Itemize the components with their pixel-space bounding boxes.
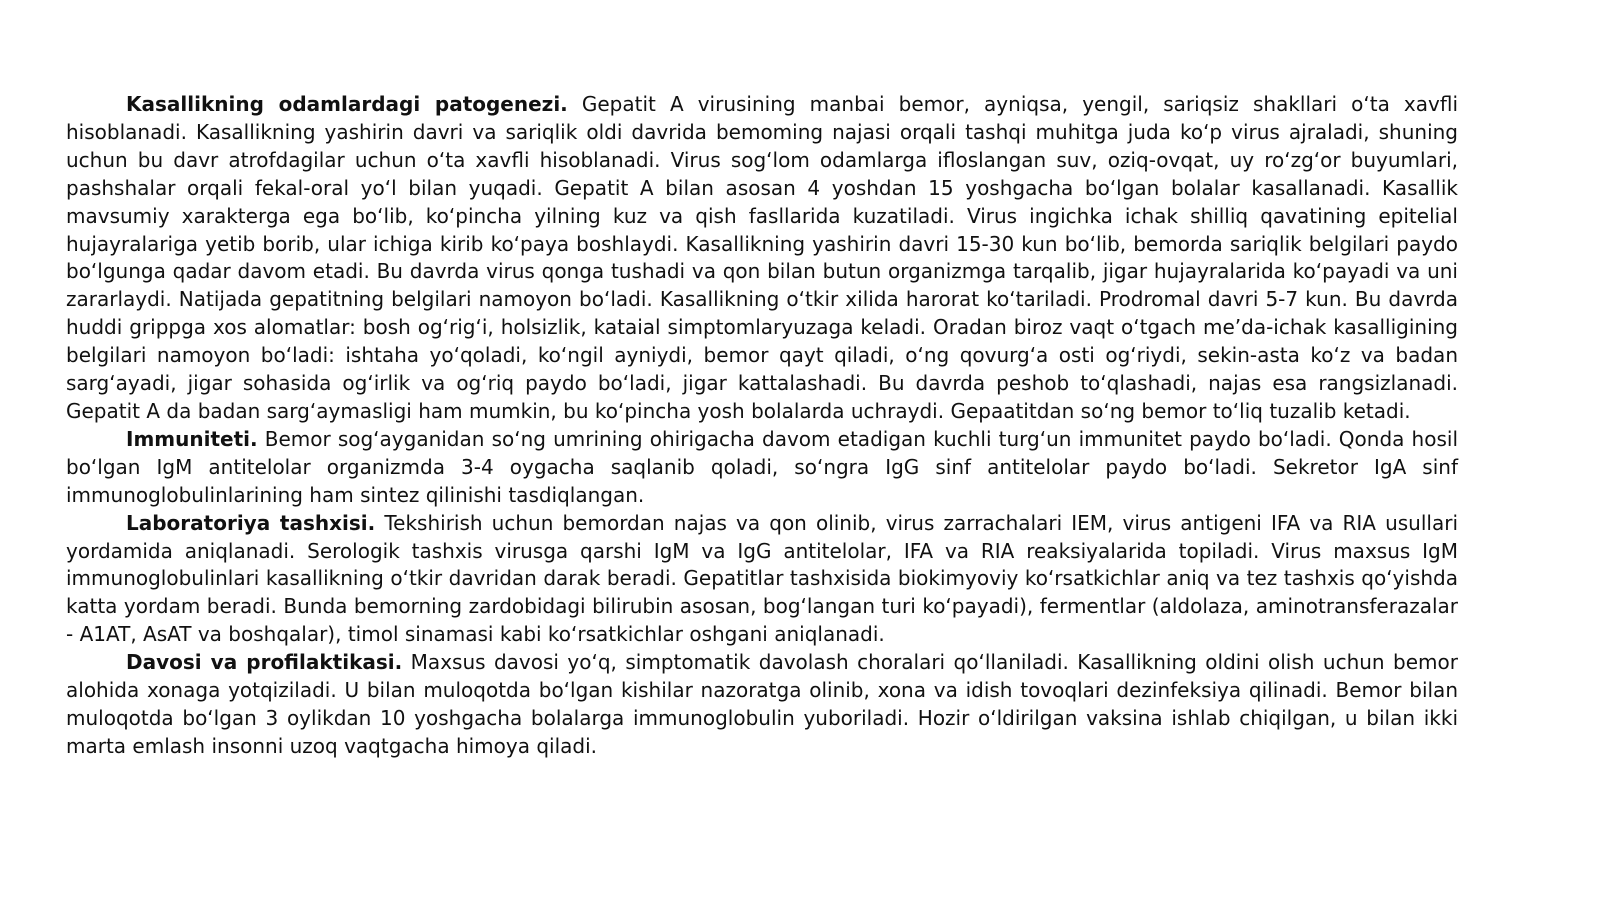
heading-treatment-prevention: Davosi va profilaktikasi.	[126, 650, 403, 675]
paragraph-treatment-prevention	[66, 649, 1458, 761]
paragraph-pathogenesis	[66, 91, 1458, 426]
body-lab-diagnosis: Tekshirish uchun bemordan najas va qon olinib, virus zarrachalari IEM, virus antigeni IFA va RIA usullari yordamida aniqlanadi. Serologik tashxis virusga qarshi IgM va IgG antitelolar, IFA va RIA reaksiyalarida topiladi. Virus maxsus IgM immunoglobulinlari kasallikning o‘tkir davridan darak beradi. Gepatitlar tashxisida biokimyoviy ko‘rsatkichlar aniq va tez tashxis qo‘yishda katta yordam beradi. Bunda bemorning zardobidagi bilirubin asosan, bog‘langan turi ko‘payadi), fermentlar (aldolaza, aminotransferazalar - A1AT, AsAT va boshqalar), timol sinamasi kabi ko‘rsatkichlar oshgani aniqlanadi.	[66, 510, 1459, 647]
heading-lab-diagnosis: Laboratoriya tashxisi.	[126, 510, 376, 535]
body-immunity: Bemor sog‘ayganidan so‘ng umrining ohirigacha davom etadigan kuchli turg‘un immunitet paydo bo‘ladi. Qonda hosil bo‘lgan IgM antitelolar organizmda 3-4 oygacha saqlanib qoladi, so‘ngra IgG sinf antitelolar paydo bo‘ladi. Sekretor IgA sinf immunoglobulinlarining ham sintez qilinishi tasdiqlangan.	[66, 426, 1458, 507]
body-pathogenesis: Gepatit A virusining manbai bemor, ayniqsa, yengil, sariqsiz shakllari o‘ta xavfli hisoblanadi. Kasallikning yashirin davri va sariqlik oldi davrida bemoming najasi orqali tashqi muhitga juda ko‘p virus ajraladi, shuning uchun bu davr atrofdagilar uchun o‘ta xavfli hisoblanadi. Virus sog‘lom odamlarga ifloslangan suv, oziq-ovqat, uy ro‘zg‘or buyumlari, pashshalar orqali fekal-oral yo‘l bilan yuqadi. Gepatit A bilan asosan 4 yoshdan 15 yoshgacha bo‘lgan bolalar kasallanadi. Kasallik mavsumiy xarakterga ega bo‘lib, ko‘pincha yilning kuz va qish fasllarida kuzatiladi. Virus ingichka ichak shilliq qavatining epitelial hujayralariga yetib borib, ular ichiga kirib ko‘paya boshlaydi. Kasallikning yashirin davri 15-30 kun bo‘lib, bemorda sariqlik belgilari paydo bo‘lgunga qadar davom etadi. Bu davrda virus qonga tushadi va qon bilan butun organizmga tarqalib, jigar hujayralarida ko‘payadi va uni zararlaydi. Natijada gepatitning belgilari namoyon bo‘ladi. Kasallikning o‘tkir xilida harorat ko‘tariladi. Prodromal davri 5-7 kun. Bu davrda huddi grippga xos alomatlar: bosh og‘rig‘i, holsizlik, kataial simptomlaryuzaga keladi. Oradan biroz vaqt o‘tgach me’da-ichak kasalligining belgilari namoyon bo‘ladi: ishtaha yo‘qoladi, ko‘ngil ayniydi, bemor qayt qiladi, o‘ng qovurg‘a osti og‘riydi, sekin-asta ko‘z va badan sarg‘ayadi, jigar sohasida og‘irlik va og‘riq paydo bo‘ladi, jigar kattalashadi. Bu davrda peshob to‘qlashadi, najas esa rangsizlanadi. Gepatit A da badan sarg‘aymasligi ham mumkin, bu ko‘pincha yosh bolalarda uchraydi. Gepaatitdan so‘ng bemor to‘liq tuzalib ketadi.	[66, 92, 1458, 423]
paragraph-lab-diagnosis	[66, 510, 1458, 650]
body-treatment-prevention: Maxsus davosi yo‘q, simptomatik davolash choralari qo‘llaniladi. Kasallikning oldini olish uchun bemor alohida xonaga yotqiziladi. U bilan muloqotda bo‘lgan kishilar nazoratga olinib, xona va idish tovoqlari dezinfeksiya qilinadi. Bemor bilan muloqotda bo‘lgan 3 oylikdan 10 yoshgacha bolalarga immunoglobulin yuboriladi. Hozir o‘ldirilgan vaksina ishlab chiqilgan, u bilan ikki marta emlash insonni uzoq vaqtgacha himoya qiladi.	[66, 650, 1458, 758]
heading-immunity: Immuniteti.	[126, 426, 258, 451]
paragraph-immunity	[66, 426, 1458, 510]
heading-pathogenesis: Kasallikning odamlardagi patogenezi.	[126, 92, 568, 116]
document-text-block	[66, 91, 1458, 761]
